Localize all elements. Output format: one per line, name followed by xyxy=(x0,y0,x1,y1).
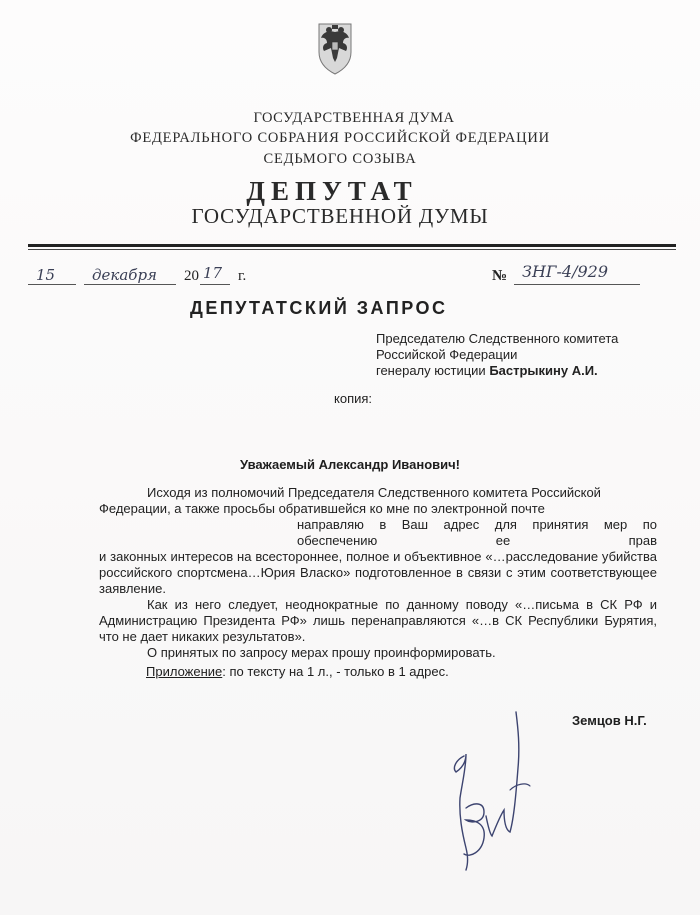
handwritten-signature xyxy=(426,698,536,878)
paragraph-1-line-3: направляю в Ваш адрес для принятия мер по обеспечению ее прав xyxy=(297,517,657,548)
paragraph-1-line-1: Исходя из полномочий Председателя Следственного комитета Российской xyxy=(147,485,601,500)
document-number: ЗНГ-4/929 xyxy=(522,262,609,281)
paragraph-1-line-2: Федерации, а также просьбы обратившейся ко мне по электронной почте xyxy=(99,501,545,516)
deputy-subtitle: ГОСУДАРСТВЕННОЙ ДУМЫ xyxy=(191,204,489,228)
number-label: № xyxy=(492,268,508,284)
attachment-line xyxy=(146,664,449,679)
header-line-2: ФЕДЕРАЛЬНОГО СОБРАНИЯ РОССИЙСКОЙ ФЕДЕРАЦИИ xyxy=(130,130,550,146)
addressee-name: Бастрыкину А.И. xyxy=(489,363,598,378)
addressee-line-3 xyxy=(376,363,598,379)
coat-of-arms-icon xyxy=(311,18,359,76)
number-underline xyxy=(514,284,640,285)
paragraph-3: О принятых по запросу мерах прошу проинформировать. xyxy=(147,645,496,660)
date-g: г. xyxy=(238,268,247,284)
greeting: Уважаемый Александр Иванович! xyxy=(240,457,460,472)
paragraph-1-rest: и законных интересов на всестороннее, полное и объективное «…расследование убийства российского спортсмена…Юрия Власко» подготовленное в связи с этим соответствующее заявление. xyxy=(99,549,657,596)
copy-label: копия: xyxy=(334,391,373,406)
attachment-label: Приложение xyxy=(146,664,223,679)
header-rule-thin xyxy=(28,249,676,250)
date-month: декабря xyxy=(92,266,157,284)
date-year-suffix: 17 xyxy=(203,264,223,282)
signer-name: Земцов Н.Г. xyxy=(572,713,647,728)
document-title: ДЕПУТАТСКИЙ ЗАПРОС xyxy=(190,298,448,318)
date-day-underline xyxy=(28,284,76,285)
addressee-line-2: Российской Федерации xyxy=(376,347,518,362)
attachment-text: : по тексту на 1 л., - только в 1 адрес. xyxy=(222,664,449,679)
date-day: 15 xyxy=(36,266,56,284)
addressee-line-1: Председателю Следственного комитета xyxy=(376,331,619,346)
date-year-prefix: 20 xyxy=(184,268,199,284)
deputy-title: ДЕПУТАТ xyxy=(246,176,418,206)
header-rule-thick xyxy=(28,244,676,247)
addressee-rank: генералу юстиции xyxy=(376,363,490,378)
paragraph-2: Как из него следует, неоднократные по данному поводу «…письма в СК РФ и Администрацию Президента РФ» лишь перенаправляются «…в СК Республики Бурятия, что не дает никаких результатов». xyxy=(99,597,657,644)
header-line-3: СЕДЬМОГО СОЗЫВА xyxy=(263,151,417,167)
header-line-1: ГОСУДАРСТВЕННАЯ ДУМА xyxy=(253,110,455,126)
date-month-underline xyxy=(84,284,176,285)
letter-body xyxy=(99,485,657,661)
date-year-underline xyxy=(200,284,230,285)
